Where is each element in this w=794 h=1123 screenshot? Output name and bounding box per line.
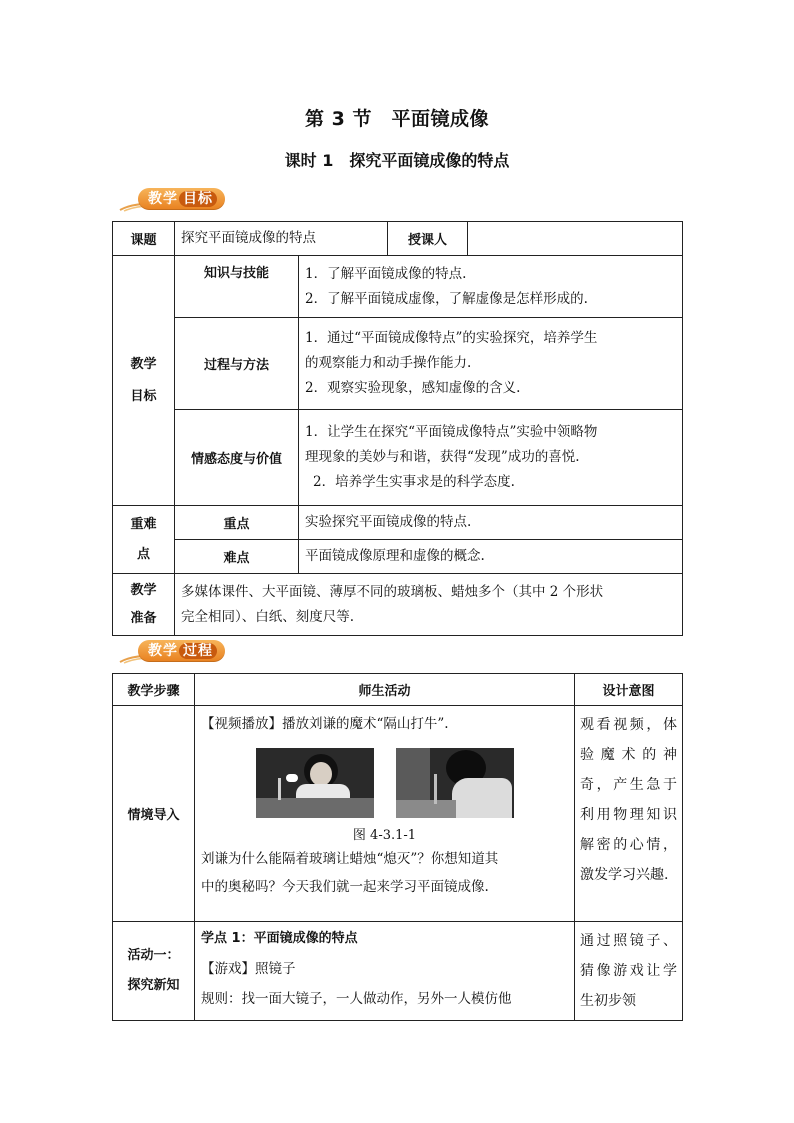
diff-label: 难点: [175, 540, 299, 574]
goals-table: [112, 221, 683, 636]
process-line-3: 2．观察实验现象，感知虚像的含义.: [305, 380, 521, 396]
page-subtitle: 课时 1 探究平面镜成像的特点: [284, 151, 510, 170]
diff-value: 平面镜成像原理和虚像的概念.: [299, 540, 683, 574]
goals-banner-label: [138, 188, 225, 210]
process-label: 过程与方法: [175, 318, 299, 410]
teacher-value: [468, 222, 683, 256]
intent-intro: 观看视频，体验魔术的神奇，产生急于利用物理知识解密的心情，激发学习兴趣.: [575, 706, 683, 922]
activity-one-line-3: 规则：找一面大镜子，一人做动作，另外一人模仿他: [201, 991, 512, 1007]
prep-label: 教学准备: [113, 574, 175, 636]
step-activity-one-line-2: 探究新知: [127, 978, 180, 993]
activity-one-content: [195, 922, 575, 1021]
prep-line-1: 多媒体课件、大平面镜、薄厚不同的玻璃板、蜡烛多个（其中 2 个形状: [181, 583, 604, 600]
intro-photos: [201, 748, 568, 818]
activity-one-line-1: 学点 1：平面镜成像的特点: [201, 931, 358, 946]
goals-banner: [118, 188, 238, 214]
intro-line-3: 中的奥秘吗？今天我们就一起来学习平面镜成像.: [201, 879, 489, 895]
keydiff-label: 重难点: [113, 506, 175, 574]
teacher-label: 授课人: [388, 222, 468, 256]
process-line-2: 的观察能力和动手操作能力.: [305, 355, 472, 371]
emotion-line-2: 理现象的美妙与和谐，获得“发现”成功的喜悦.: [305, 449, 580, 465]
header-intent: 设计意图: [575, 674, 683, 706]
process-banner: [118, 640, 238, 666]
process-banner-label: [138, 640, 225, 662]
intent-activity-one: 通过照镜子、猜像游戏让学生初步领: [575, 922, 683, 1021]
goals-banner-part2: 目标: [179, 191, 217, 207]
step-intro: 情境导入: [113, 706, 195, 922]
magic-photo-1: [256, 748, 374, 818]
knowledge-label: 知识与技能: [175, 256, 299, 318]
activity-intro: [195, 706, 575, 922]
page-title: 第 3 节 平面镜成像: [305, 108, 489, 130]
key-value: 实验探究平面镜成像的特点.: [299, 506, 683, 540]
activity-one-line-2: 【游戏】照镜子: [201, 961, 296, 977]
emotion-content: [299, 410, 683, 506]
header-activity: 师生活动: [195, 674, 575, 706]
process-banner-part2: 过程: [179, 643, 217, 659]
topic-value: 探究平面镜成像的特点: [175, 222, 388, 256]
process-banner-part1: 教学: [148, 643, 178, 659]
emotion-label: 情感态度与价值: [175, 410, 299, 506]
header-step: 教学步骤: [113, 674, 195, 706]
topic-label: 课题: [113, 222, 175, 256]
knowledge-line-2: 2．了解平面镜成虚像，了解虚像是怎样形成的.: [305, 290, 588, 307]
knowledge-content: [299, 256, 683, 318]
magic-photo-2: [396, 748, 514, 818]
goals-label: 教学目标: [113, 256, 175, 506]
process-table: [112, 673, 683, 1021]
prep-line-2: 完全相同）、白纸、刻度尺等.: [181, 608, 355, 625]
process-content: [299, 318, 683, 410]
knowledge-line-1: 1．了解平面镜成像的特点.: [305, 265, 467, 282]
key-label: 重点: [175, 506, 299, 540]
step-activity-one: [113, 922, 195, 1021]
figure-caption: 图 4-3.1-1: [352, 828, 417, 843]
goals-banner-part1: 教学: [148, 191, 178, 207]
intro-line-2: 刘谦为什么能隔着玻璃让蜡烛“熄灭”？你想知道其: [201, 851, 499, 867]
process-line-1: 1．通过“平面镜成像特点”的实验探究，培养学生: [305, 330, 598, 346]
prep-content: [175, 574, 683, 636]
step-activity-one-line-1: 活动一：: [127, 948, 180, 963]
intro-line-1: 【视频播放】播放刘谦的魔术“隔山打牛”.: [201, 716, 449, 732]
emotion-line-3: 2．培养学生实事求是的科学态度.: [313, 474, 515, 490]
emotion-line-1: 1．让学生在探究“平面镜成像特点”实验中领略物: [305, 424, 598, 440]
